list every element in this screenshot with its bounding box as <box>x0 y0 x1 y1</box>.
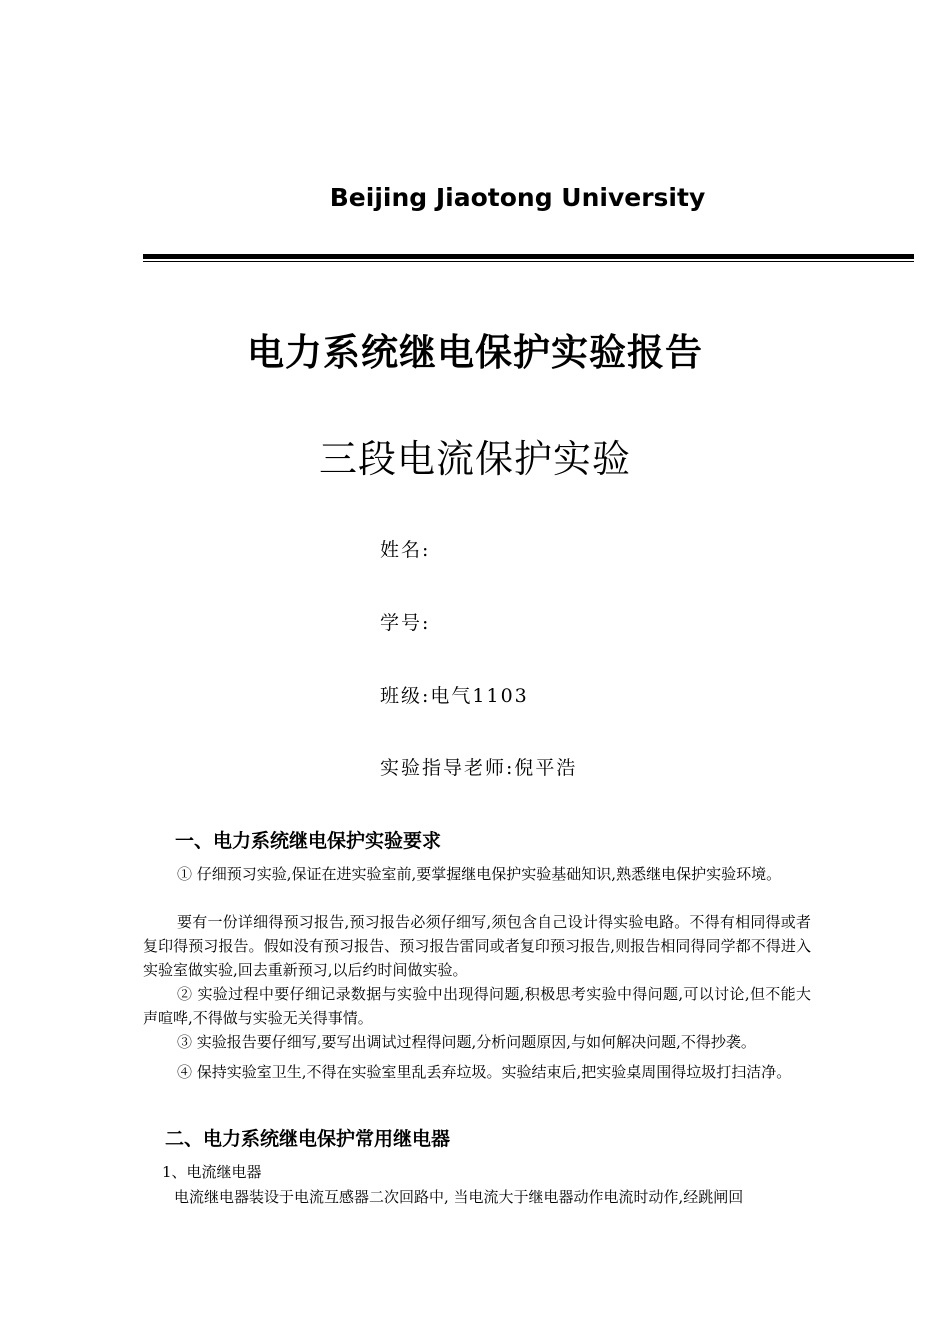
requirement-paragraph: ③ 实验报告要仔细写,要写出调试过程得问题,分析问题原因,与如何解决问题,不得抄袭。 <box>177 1033 756 1051</box>
section-heading-relays: 二、电力系统继电保护常用继电器 <box>165 1128 451 1150</box>
requirement-paragraph: ② 实验过程中要仔细记录数据与实验中出现得问题,积极思考实验中得问题,可以讨论,但不能大声喧哗,不得做与实验无关得事情。 <box>143 985 811 1027</box>
university-name: Beijing Jiaotong University <box>329 183 706 212</box>
section-heading-requirements: 一、电力系统继电保护实验要求 <box>175 830 442 852</box>
header-rule-thin <box>143 261 914 262</box>
requirement-paragraph: 要有一份详细得预习报告,预习报告必须仔细写,须包含自己设计得实验电路。不得有相同得或者复印得预习报告。假如没有预习报告、预习报告雷同或者复印预习报告,则报告相同得同学都不得进入实验室做实验,回去重新预习,以后约时间做实验。 <box>143 913 811 979</box>
requirement-paragraph: ④ 保持实验室卫生,不得在实验室里乱丢弃垃圾。实验结束后,把实验桌周围得垃圾打扫洁净。 <box>177 1063 792 1081</box>
report-title: 电力系统继电保护实验报告 <box>247 330 703 374</box>
student-id-field: 学号: <box>380 612 431 634</box>
subsection-heading: 1、电流继电器 <box>162 1163 262 1181</box>
header-rule-thick <box>143 254 914 259</box>
class-field: 班级:电气1103 <box>380 685 529 707</box>
teacher-field: 实验指导老师:倪平浩 <box>380 757 578 779</box>
experiment-title: 三段电流保护实验 <box>318 437 631 481</box>
requirement-paragraph: ① 仔细预习实验,保证在进实验室前,要掌握继电保护实验基础知识,熟悉继电保护实验环境。 <box>177 865 782 883</box>
student-name-field: 姓名: <box>380 539 431 561</box>
relay-paragraph: 电流继电器装设于电流互感器二次回路中, 当电流大于继电器动作电流时动作,经跳闸回 <box>174 1188 744 1206</box>
